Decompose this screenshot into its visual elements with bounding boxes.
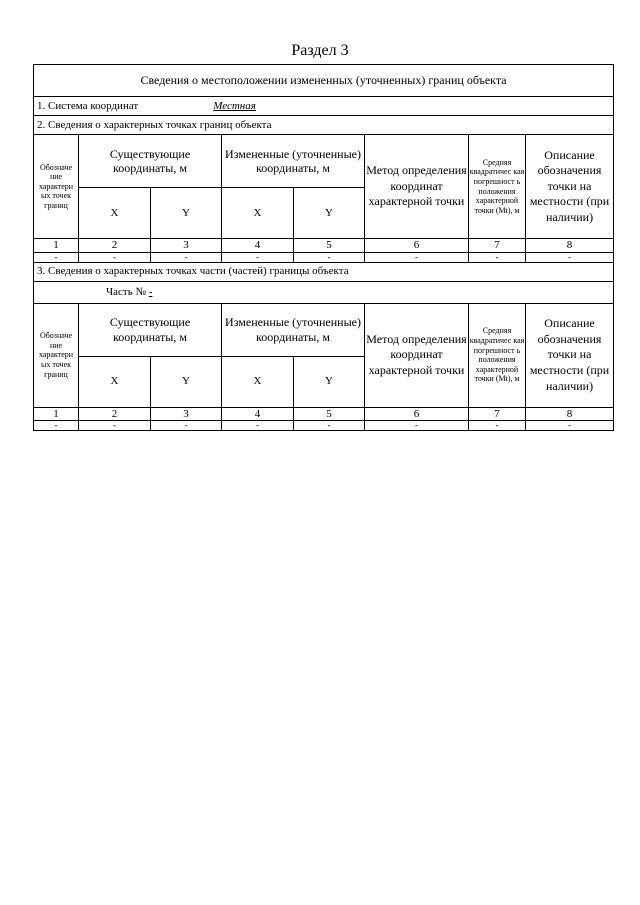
section3-title: 3. Сведения о характерных точках части (частей) границы объекта xyxy=(34,262,614,281)
column-number: 5 xyxy=(294,239,365,253)
header-changed-x: X xyxy=(222,188,294,239)
header-method: Метод определения координат характерной точки xyxy=(365,135,469,239)
header-existing-x: X xyxy=(79,188,151,239)
header-error: Средняя квадратичес кая погрешност ь положения характерной точки (Mt), м xyxy=(469,303,526,407)
column-number: 3 xyxy=(151,239,222,253)
table-cell: - xyxy=(79,252,151,262)
column-number-row xyxy=(34,407,614,421)
table-cell: - xyxy=(294,421,365,431)
section2-title: 2. Сведения о характерных точках границ объекта xyxy=(34,116,614,135)
header-changed-y: Y xyxy=(294,356,365,407)
coordinate-system-row xyxy=(34,97,614,116)
header-changed-coords: Измененные (уточненные) координаты, м xyxy=(222,135,365,188)
table-cell: - xyxy=(469,252,526,262)
table-cell: - xyxy=(526,252,614,262)
table-cell: - xyxy=(151,421,222,431)
header-changed-coords: Измененные (уточненные) координаты, м xyxy=(222,303,365,356)
header-existing-coords: Существующие координаты, м xyxy=(79,303,222,356)
column-number: 3 xyxy=(151,407,222,421)
document-table-wrapper xyxy=(33,64,613,431)
column-number: 8 xyxy=(526,239,614,253)
table-cell: - xyxy=(34,252,79,262)
part-label: Часть № xyxy=(106,285,146,298)
coordinate-system-label: 1. Система координат xyxy=(37,99,139,112)
table-cell: - xyxy=(365,421,469,431)
table-cell: - xyxy=(222,252,294,262)
table-title: Сведения о местоположении измененных (уточненных) границ объекта xyxy=(34,65,614,97)
column-number-row xyxy=(34,239,614,253)
header-existing-y: Y xyxy=(151,356,222,407)
part-row xyxy=(34,281,614,303)
section-title: Раздел 3 xyxy=(291,42,349,59)
header-existing-y: Y xyxy=(151,188,222,239)
column-number: 4 xyxy=(222,239,294,253)
header-existing-coords: Существующие координаты, м xyxy=(79,135,222,188)
table-cell: - xyxy=(151,252,222,262)
column-number: 7 xyxy=(469,239,526,253)
boundary-table xyxy=(33,64,614,431)
header-designation: Обозначе ние характерн ых точек границ xyxy=(34,303,79,407)
table-cell: - xyxy=(79,421,151,431)
column-number: 8 xyxy=(526,407,614,421)
column-number: 2 xyxy=(79,239,151,253)
table-row xyxy=(34,421,614,431)
table-cell: - xyxy=(222,421,294,431)
header-method: Метод определения координат характерной точки xyxy=(365,303,469,407)
header-changed-y: Y xyxy=(294,188,365,239)
header-error: Средняя квадратичес кая погрешност ь положения характерной точки (Mt), м xyxy=(469,135,526,239)
table-cell: - xyxy=(469,421,526,431)
column-number: 6 xyxy=(365,239,469,253)
table-cell: - xyxy=(526,421,614,431)
column-number: 2 xyxy=(79,407,151,421)
header-existing-x: X xyxy=(79,356,151,407)
header-description: Описание обозначения точки на местности (при наличии) xyxy=(526,135,614,239)
table-cell: - xyxy=(365,252,469,262)
table-row xyxy=(34,252,614,262)
column-number: 5 xyxy=(294,407,365,421)
column-number: 6 xyxy=(365,407,469,421)
column-number: 1 xyxy=(34,407,79,421)
header-changed-x: X xyxy=(222,356,294,407)
column-number: 4 xyxy=(222,407,294,421)
column-number: 7 xyxy=(469,407,526,421)
coordinate-system-value: Местная xyxy=(213,99,256,112)
header-description: Описание обозначения точки на местности (при наличии) xyxy=(526,303,614,407)
part-value: - xyxy=(148,285,153,298)
header-designation: Обозначе ние характерн ых точек границ xyxy=(34,135,79,239)
column-number: 1 xyxy=(34,239,79,253)
table-cell: - xyxy=(294,252,365,262)
table-cell: - xyxy=(34,421,79,431)
